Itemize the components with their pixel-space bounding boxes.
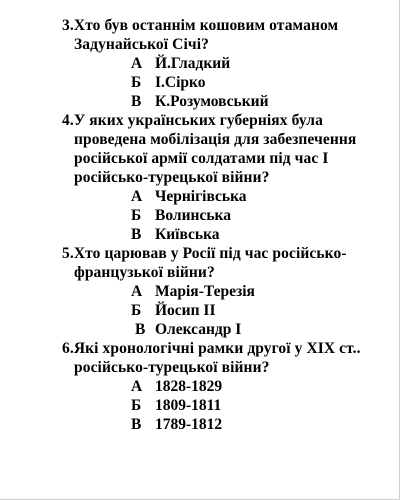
option-text: Київська: [155, 226, 220, 243]
option-text: Й.Гладкий: [155, 55, 231, 72]
option-text: Олександр І: [155, 321, 242, 338]
option-letter: В: [135, 321, 146, 338]
option-letter: В: [131, 226, 142, 243]
question-text-line: французької війни?: [74, 264, 215, 281]
question-4: [0, 111, 400, 244]
option-text: Волинська: [155, 207, 231, 224]
answer-option: [0, 225, 400, 244]
question-text-line: проведена мобілізація для забезпечення: [74, 131, 357, 148]
answer-option: [0, 320, 400, 339]
question-text-line: Задунайської Січі?: [74, 36, 209, 53]
question-text-line: 4.У яких українських губерніях була: [62, 112, 323, 129]
answer-option: [0, 73, 400, 92]
question-text-line: російської армії солдатами під час І: [74, 150, 329, 167]
question-text-line: 5.Хто царював у Росії під час російсько-: [62, 245, 347, 262]
option-text: Йосип ІІ: [155, 302, 216, 319]
option-text: І.Сірко: [155, 74, 206, 91]
option-text: Марія-Терезія: [155, 283, 255, 300]
question-text-line: 6.Які хронологічні рамки другої у ХІХ ст..: [62, 340, 361, 357]
option-text: Чернігівська: [155, 188, 247, 205]
answer-option: [0, 282, 400, 301]
option-letter: Б: [131, 74, 142, 91]
option-letter: А: [131, 55, 143, 72]
answer-option: [0, 54, 400, 73]
question-6: [0, 339, 400, 434]
question-text-line: російсько-турецької війни?: [74, 359, 270, 376]
question-text-line: 3.Хто був останнім кошовим отаманом: [62, 17, 339, 34]
question-5: [0, 244, 400, 339]
option-letter: В: [131, 93, 142, 110]
quiz-list: [0, 16, 400, 434]
answer-option: [0, 92, 400, 111]
option-letter: Б: [131, 207, 142, 224]
question-text-line: російсько-турецької війни?: [74, 169, 270, 186]
option-text: 1789-1812: [155, 416, 223, 433]
option-text: 1809-1811: [155, 397, 222, 414]
option-text: К.Розумовський: [155, 93, 269, 110]
answer-option: [0, 206, 400, 225]
option-letter: Б: [131, 302, 142, 319]
answer-option: [0, 187, 400, 206]
answer-option: [0, 301, 400, 320]
option-letter: А: [131, 283, 143, 300]
option-text: 1828-1829: [155, 378, 223, 395]
option-letter: Б: [131, 397, 142, 414]
option-letter: А: [131, 378, 143, 395]
answer-option: [0, 415, 400, 434]
option-letter: А: [131, 188, 143, 205]
question-3: [0, 16, 400, 111]
answer-option: [0, 377, 400, 396]
option-letter: В: [131, 416, 142, 433]
answer-option: [0, 396, 400, 415]
